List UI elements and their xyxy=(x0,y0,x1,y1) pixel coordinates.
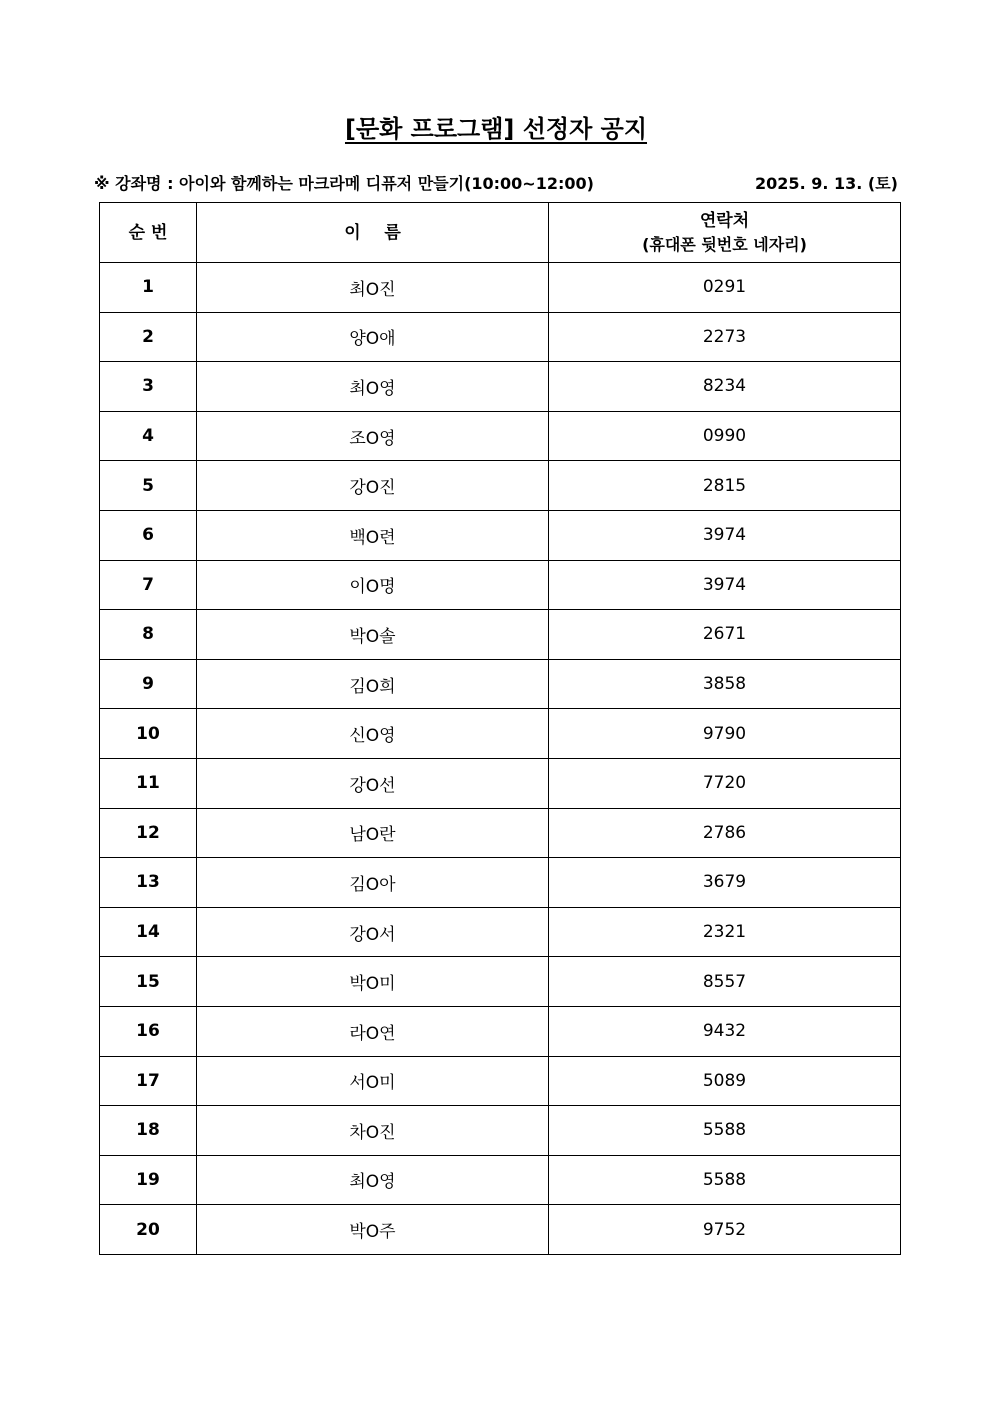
row-number: 17 xyxy=(100,1056,197,1106)
row-number: 10 xyxy=(100,709,197,759)
row-name: 남O란 xyxy=(197,808,549,858)
table-row xyxy=(100,1106,901,1156)
row-number: 5 xyxy=(100,461,197,511)
row-name: 조O영 xyxy=(197,411,549,461)
header-contact-label: 연락처 xyxy=(699,210,750,231)
row-number: 11 xyxy=(100,758,197,808)
table-row xyxy=(100,1205,901,1255)
row-number: 20 xyxy=(100,1205,197,1255)
row-name: 신O영 xyxy=(197,709,549,759)
row-contact: 2321 xyxy=(549,907,901,957)
row-name: 최O영 xyxy=(197,1155,549,1205)
header-name-label: 이 름 xyxy=(344,222,401,243)
table-row xyxy=(100,461,901,511)
row-name: 양O애 xyxy=(197,312,549,362)
page-title xyxy=(0,112,992,146)
row-contact: 5588 xyxy=(549,1155,901,1205)
row-name: 라O연 xyxy=(197,1006,549,1056)
row-name: 강O서 xyxy=(197,907,549,957)
table-row xyxy=(100,1006,901,1056)
table-body xyxy=(100,263,901,1255)
row-contact: 3974 xyxy=(549,560,901,610)
row-contact: 5089 xyxy=(549,1056,901,1106)
row-name: 박O솔 xyxy=(197,610,549,660)
row-number: 6 xyxy=(100,510,197,560)
row-name: 최O진 xyxy=(197,263,549,313)
row-number: 12 xyxy=(100,808,197,858)
table-row xyxy=(100,758,901,808)
course-date: 2025. 9. 13. (토) xyxy=(755,174,898,193)
row-number: 18 xyxy=(100,1106,197,1156)
header-contact-sublabel: (휴대폰 뒷번호 네자리) xyxy=(642,234,807,254)
row-contact: 9432 xyxy=(549,1006,901,1056)
row-contact: 9790 xyxy=(549,709,901,759)
course-info-line xyxy=(94,172,898,196)
row-number: 3 xyxy=(100,362,197,412)
row-number: 19 xyxy=(100,1155,197,1205)
row-number: 8 xyxy=(100,610,197,660)
row-number: 2 xyxy=(100,312,197,362)
row-name: 차O진 xyxy=(197,1106,549,1156)
table-row xyxy=(100,858,901,908)
row-name: 백O련 xyxy=(197,510,549,560)
row-name: 김O아 xyxy=(197,858,549,908)
page-title-text: [문화 프로그램] 선정자 공지 xyxy=(344,115,648,143)
row-contact: 3679 xyxy=(549,858,901,908)
row-contact: 0990 xyxy=(549,411,901,461)
row-name: 박O미 xyxy=(197,957,549,1007)
row-contact: 3974 xyxy=(549,510,901,560)
row-number: 9 xyxy=(100,659,197,709)
row-name: 강O진 xyxy=(197,461,549,511)
header-number: 순 번 xyxy=(100,203,197,263)
table-row xyxy=(100,560,901,610)
table-row xyxy=(100,510,901,560)
table-row xyxy=(100,957,901,1007)
row-number: 7 xyxy=(100,560,197,610)
row-number: 14 xyxy=(100,907,197,957)
table-row xyxy=(100,907,901,957)
table-row xyxy=(100,411,901,461)
row-contact: 9752 xyxy=(549,1205,901,1255)
row-name: 강O선 xyxy=(197,758,549,808)
table-row xyxy=(100,610,901,660)
table-row xyxy=(100,263,901,313)
row-contact: 7720 xyxy=(549,758,901,808)
row-number: 4 xyxy=(100,411,197,461)
row-contact: 2671 xyxy=(549,610,901,660)
table-row xyxy=(100,808,901,858)
row-number: 13 xyxy=(100,858,197,908)
row-contact: 2786 xyxy=(549,808,901,858)
table-row xyxy=(100,659,901,709)
table-row xyxy=(100,1056,901,1106)
row-name: 서O미 xyxy=(197,1056,549,1106)
table-row xyxy=(100,709,901,759)
row-contact: 8234 xyxy=(549,362,901,412)
row-contact: 0291 xyxy=(549,263,901,313)
table-header-row xyxy=(100,203,901,263)
row-number: 16 xyxy=(100,1006,197,1056)
row-contact: 3858 xyxy=(549,659,901,709)
row-name: 박O주 xyxy=(197,1205,549,1255)
row-name: 김O희 xyxy=(197,659,549,709)
table-row xyxy=(100,312,901,362)
row-name: 이O명 xyxy=(197,560,549,610)
course-name: ※ 강좌명 : 아이와 함께하는 마크라메 디퓨저 만들기(10:00~12:00) xyxy=(94,174,594,193)
selection-table xyxy=(99,202,901,1255)
row-name: 최O영 xyxy=(197,362,549,412)
row-number: 1 xyxy=(100,263,197,313)
table-row xyxy=(100,1155,901,1205)
row-contact: 8557 xyxy=(549,957,901,1007)
row-contact: 2273 xyxy=(549,312,901,362)
row-number: 15 xyxy=(100,957,197,1007)
header-contact xyxy=(549,203,901,263)
table-row xyxy=(100,362,901,412)
row-contact: 5588 xyxy=(549,1106,901,1156)
header-name xyxy=(197,203,549,263)
row-contact: 2815 xyxy=(549,461,901,511)
